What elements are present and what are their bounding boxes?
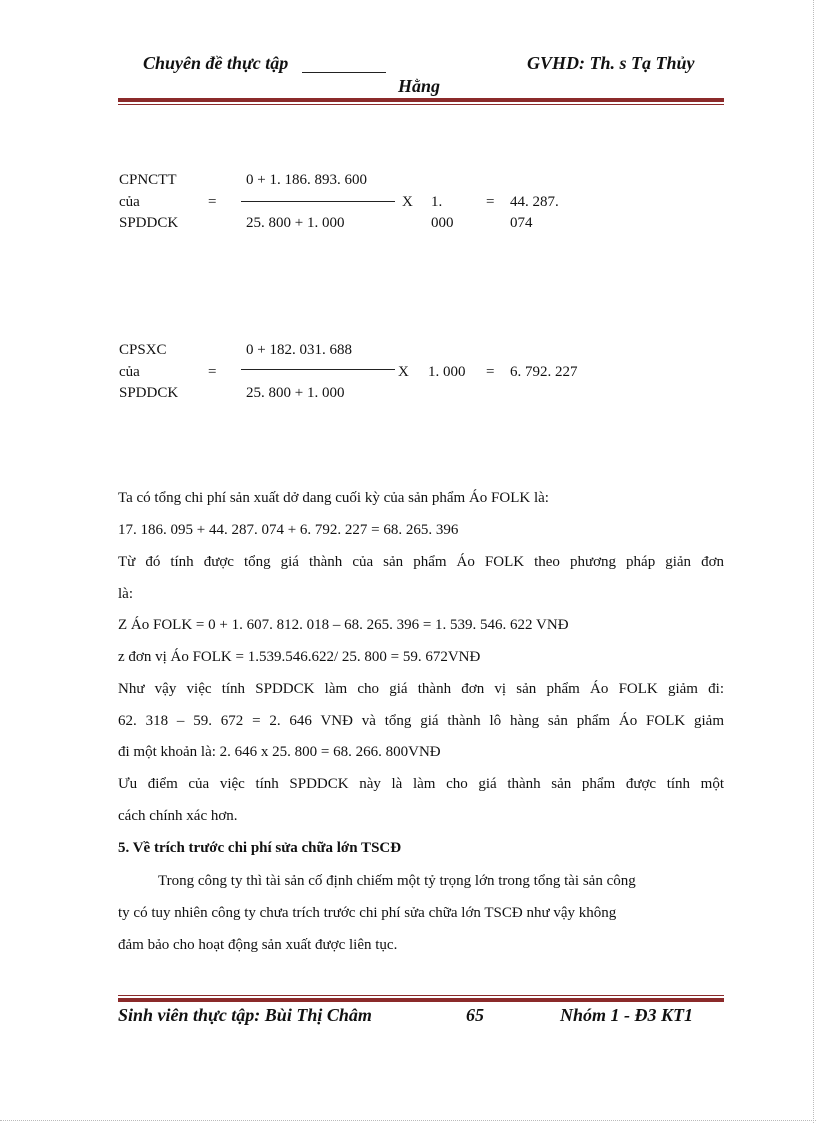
formula1-result-line1: 44. 287.	[510, 194, 559, 210]
paragraph-advantage-line1: Ưu điểm của việc tính SPDDCK này là làm cho giá thành sản phẩm được tính một	[118, 776, 724, 792]
paragraph-reduction-line3: đi một khoản là: 2. 646 x 25. 800 = 68. 266. 800VNĐ	[118, 744, 441, 760]
footer-group: Nhóm 1 - Đ3 KT1	[560, 1005, 694, 1025]
formula1-denominator: 25. 800 + 1. 000	[246, 215, 345, 231]
formula1-label-line2: của	[119, 194, 140, 210]
formula2-multiplier: 1. 000	[428, 364, 466, 380]
section-heading: 5. Về trích trước chi phí sửa chữa lớn TSCĐ	[118, 840, 402, 856]
formula2-times: X	[398, 364, 409, 380]
formula1-result-line2: 074	[510, 215, 533, 231]
paragraph-advantage-line2: cách chính xác hơn.	[118, 808, 238, 824]
formula1-times: X	[402, 194, 413, 210]
paragraph-method-line2: là:	[118, 586, 133, 602]
formula1-label-line1: CPNCTT	[119, 172, 177, 188]
formula2-denominator: 25. 800 + 1. 000	[246, 385, 345, 401]
header-advisor: GVHD: Th. s Tạ Thủy	[527, 53, 695, 73]
paragraph-unit-cost: z đơn vị Áo FOLK = 1.539.546.622/ 25. 800 = 59. 672VNĐ	[118, 649, 481, 665]
paragraph-tscd-line3: đảm bảo cho hoạt động sản xuất được liên tục.	[118, 937, 398, 953]
footer-student: Sinh viên thực tập: Bùi Thị Châm	[118, 1005, 372, 1025]
page-number: 65	[466, 1005, 484, 1025]
header-rule-thick	[118, 98, 724, 102]
formula2-label-line1: CPSXC	[119, 342, 167, 358]
formula2-fraction-bar	[241, 369, 395, 370]
formula1-numerator: 0 + 1. 186. 893. 600	[246, 172, 367, 188]
header-advisor-continued: Hằng	[398, 76, 441, 96]
formula2-numerator: 0 + 182. 031. 688	[246, 342, 352, 358]
formula1-multiplier-line1: 1.	[431, 194, 443, 210]
paragraph-total-wip-sum: 17. 186. 095 + 44. 287. 074 + 6. 792. 227 = 68. 265. 396	[118, 522, 459, 538]
footer-rule-thick	[118, 998, 724, 1002]
page-border-right	[813, 0, 814, 1123]
page-border-bottom	[0, 1120, 816, 1121]
paragraph-tscd-line2: ty có tuy nhiên công ty chưa trích trước chi phí sửa chữa lớn TSCĐ như vậy không	[118, 905, 617, 921]
formula1-label-line3: SPDDCK	[119, 215, 179, 231]
formula1-fraction-bar	[241, 201, 395, 202]
formula1-multiplier-line2: 000	[431, 215, 454, 231]
formula1-equals-result: =	[486, 194, 495, 210]
paragraph-total-cost: Z Áo FOLK = 0 + 1. 607. 812. 018 – 68. 265. 396 = 1. 539. 546. 622 VNĐ	[118, 617, 569, 633]
paragraph-reduction-line1: Như vậy việc tính SPDDCK làm cho giá thành đơn vị sản phẩm Áo FOLK giảm đi:	[118, 681, 724, 697]
formula1-equals: =	[208, 194, 217, 210]
formula2-label-line2: của	[119, 364, 140, 380]
header-underline	[302, 72, 386, 73]
formula2-equals: =	[208, 364, 217, 380]
paragraph-method-line1: Từ đó tính được tổng giá thành của sản phẩm Áo FOLK theo phương pháp giản đơn	[118, 554, 724, 570]
formula2-result: 6. 792. 227	[510, 364, 578, 380]
header-title: Chuyên đề thực tập	[143, 53, 289, 73]
paragraph-total-wip-intro: Ta có tổng chi phí sản xuất dở dang cuối kỳ của sản phẩm Áo FOLK là:	[118, 490, 549, 506]
formula2-equals-result: =	[486, 364, 495, 380]
formula2-label-line3: SPDDCK	[119, 385, 179, 401]
footer-rule-thin	[118, 995, 724, 996]
paragraph-tscd-line1: Trong công ty thì tài sản cố định chiếm một tỷ trọng lớn trong tổng tài sản công	[158, 873, 636, 889]
paragraph-reduction-line2: 62. 318 – 59. 672 = 2. 646 VNĐ và tổng giá thành lô hàng sản phẩm Áo FOLK giảm	[118, 713, 724, 729]
header-rule-thin	[118, 104, 724, 105]
